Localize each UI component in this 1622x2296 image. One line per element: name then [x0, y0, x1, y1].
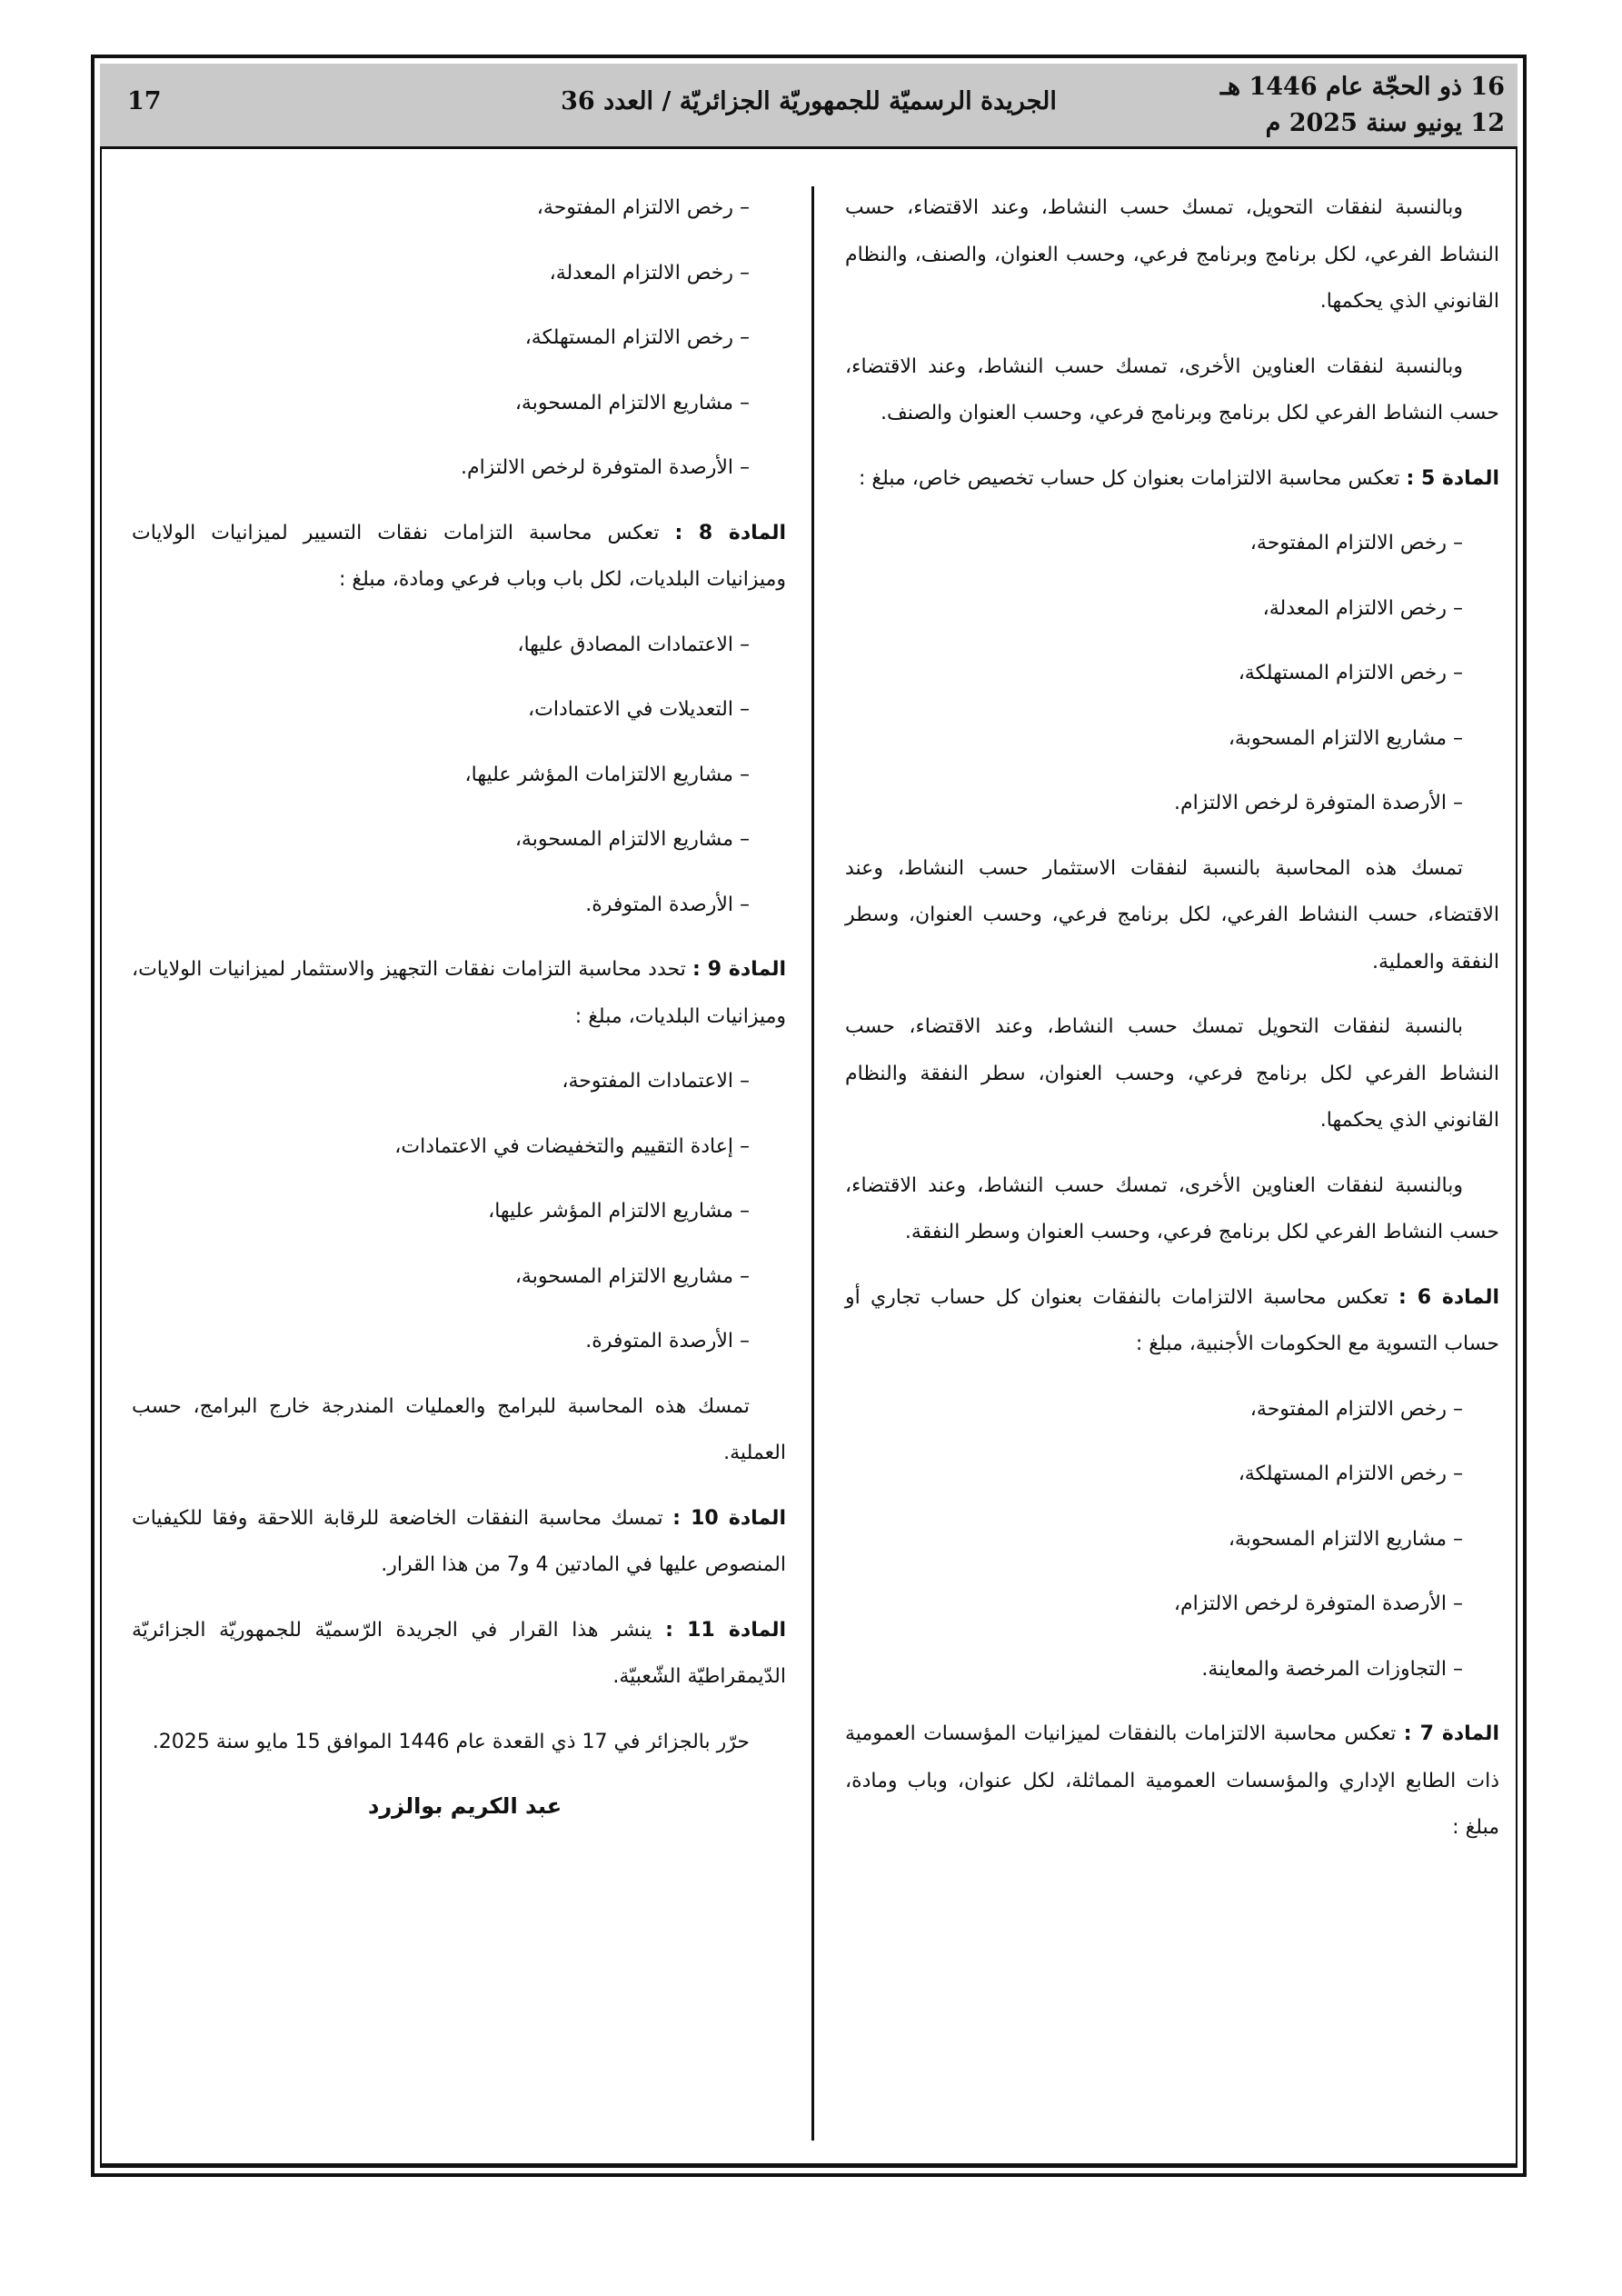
- list-item: – مشاريع الالتزام المسحوبة،: [514, 828, 750, 851]
- article-8-label: المادة 8 :: [674, 521, 786, 544]
- article-8-text: تعكس محاسبة التزامات نفقات التسيير لميزانيات الولايات وميزانيات البلديات، لكل باب وباب فرعي ومادة، مبلغ :: [132, 521, 786, 591]
- paragraph-transfer-line: بالنسبة لنفقات التحويل تمسك حسب النشاط، وعند الاقتضاء، حسب النشاط الفرعي لكل برنامج فرعي، وحسب العنوان، سطر النفقة والنظام القانوني الذي يحكمها.: [845, 1015, 1499, 1132]
- article-5-label: المادة 5 :: [1406, 466, 1499, 490]
- article-7-text: تعكس محاسبة الالتزامات بالنفقات لميزانيات المؤسسات العمومية ذات الطابع الإداري والمؤسسات العمومية المماثلة، لكل عنوان، وباب ومادة، مبلغ :: [845, 1722, 1499, 1839]
- header-date-gregorian: 12 يونيو سنة 2025 م: [1265, 109, 1505, 137]
- signature-name: عبد الكريم بوالزرد: [368, 1793, 562, 1819]
- article-6-list: [845, 1386, 1499, 1693]
- paragraph-other-titles: وبالنسبة لنفقات العناوين الأخرى، تمسك حسب النشاط، وعند الاقتضاء، حسب النشاط الفرعي لكل برنامج وبرنامج فرعي، وحسب العنوان والصنف.: [845, 354, 1499, 424]
- list-item: – مشاريع الالتزامات المؤشر عليها،: [464, 763, 750, 786]
- closing-date: حرّر بالجزائر في 17 ذي القعدة عام 1446 الموافق 15 مايو سنة 2025.: [152, 1730, 750, 1753]
- page-header: [100, 64, 1518, 149]
- list-item: – رخص الالتزام المفتوحة،: [1249, 532, 1463, 554]
- left-column: [132, 185, 786, 1831]
- list-item: – الأرصدة المتوفرة لرخص الالتزام،: [1173, 1592, 1463, 1615]
- right-column: [845, 185, 1499, 1870]
- paragraph-transfer-expenses: وبالنسبة لنفقات التحويل، تمسك حسب النشاط، وعند الاقتضاء، حسب النشاط الفرعي، لكل برنامج وبرنامج فرعي، وحسب العنوان، والصنف، والنظام القانوني الذي يحكمها.: [845, 196, 1499, 313]
- bottom-rule: [102, 2163, 1516, 2166]
- article-10: [132, 1495, 786, 1589]
- article-5-list: [845, 520, 1499, 827]
- article-9-list: [132, 1058, 786, 1365]
- list-item: – الاعتمادات المفتوحة،: [562, 1070, 750, 1093]
- article-6-text: تعكس محاسبة الالتزامات بالنفقات بعنوان كل حساب تجاري أو حساب التسوية مع الحكومات الأجنبية، مبلغ :: [845, 1285, 1499, 1355]
- list-item: – الأرصدة المتوفرة.: [585, 1330, 750, 1353]
- article-6: [845, 1274, 1499, 1368]
- list-item: – الاعتمادات المصادق عليها،: [517, 633, 750, 656]
- article-5-text: تعكس محاسبة الالتزامات بعنوان كل حساب تخصيص خاص، مبلغ :: [858, 466, 1407, 490]
- list-item: – مشاريع الالتزام المسحوبة،: [1228, 1527, 1463, 1551]
- list-item: – التعديلات في الاعتمادات،: [528, 698, 750, 721]
- column-divider: [811, 186, 814, 2141]
- list-item: – رخص الالتزام المفتوحة،: [1249, 1397, 1463, 1421]
- list-item: – مشاريع الالتزام المؤشر عليها،: [488, 1200, 750, 1223]
- article-9: [132, 946, 786, 1040]
- article-9-label: المادة 9 :: [692, 958, 786, 981]
- article-9-text: تحدد محاسبة التزامات نفقات التجهيز والاستثمار لميزانيات الولايات، وميزانيات البلديات، مبلغ :: [132, 958, 786, 1028]
- list-item: – مشاريع الالتزام المسحوبة،: [514, 391, 750, 414]
- list-item: – إعادة التقييم والتخفيضات في الاعتمادات،: [394, 1134, 750, 1158]
- list-item: – الأرصدة المتوفرة لرخص الالتزام.: [461, 456, 750, 479]
- list-item: – الأرصدة المتوفرة.: [585, 893, 750, 916]
- article-6-label: المادة 6 :: [1398, 1285, 1499, 1309]
- header-date-hijri: 16 ذو الحجّة عام 1446 هـ: [1219, 73, 1505, 101]
- list-item: – رخص الالتزام المفتوحة،: [536, 196, 750, 219]
- article-11-text: ينشر هذا القرار في الجريدة الرّسميّة للجمهوريّة الجزائريّة الدّيمقراطيّة الشّعبيّة.: [132, 1618, 786, 1688]
- article-10-label: المادة 10 :: [672, 1506, 786, 1530]
- list-item: – مشاريع الالتزام المسحوبة،: [514, 1264, 750, 1288]
- header-dates: [1220, 69, 1505, 142]
- article-10-text: تمسك محاسبة النفقات الخاضعة للرقابة اللاحقة وفقا للكيفيات المنصوص عليها في المادتين 4 و7 من هذا القرار.: [132, 1506, 786, 1576]
- list-item: – رخص الالتزام المعدلة،: [549, 261, 750, 285]
- list-item: – مشاريع الالتزام المسحوبة،: [1228, 726, 1463, 750]
- article-7-label: المادة 7 :: [1403, 1722, 1499, 1745]
- paragraph-investment: تمسك هذه المحاسبة بالنسبة لنفقات الاستثمار حسب النشاط، وعند الاقتضاء، حسب النشاط الفرعي، لكل برنامج فرعي، وحسب العنوان، وسطر النفقة والعملية.: [845, 856, 1499, 973]
- header-page-number: 17: [127, 87, 162, 115]
- article-5: [845, 455, 1499, 503]
- paragraph-programs: تمسك هذه المحاسبة للبرامج والعمليات المندرجة خارج البرامج، حسب العملية.: [132, 1394, 786, 1464]
- article-7: [845, 1711, 1499, 1852]
- list-item: – التجاوزات المرخصة والمعاينة.: [1201, 1657, 1463, 1681]
- list-item: – رخص الالتزام المعدلة،: [1262, 596, 1463, 620]
- list-item: – رخص الالتزام المستهلكة،: [1238, 662, 1463, 684]
- article-8-list: [132, 622, 786, 929]
- article-8: [132, 510, 786, 604]
- list-item: – الأرصدة المتوفرة لرخص الالتزام.: [1174, 792, 1463, 814]
- paragraph-other-titles-line: وبالنسبة لنفقات العناوين الأخرى، تمسك حسب النشاط، وعند الاقتضاء، حسب النشاط الفرعي لكل برنامج فرعي، وحسب العنوان وسطر النفقة.: [845, 1173, 1499, 1243]
- list-item: – رخص الالتزام المستهلكة،: [1238, 1462, 1463, 1485]
- article-11: [132, 1607, 786, 1701]
- article-7-list: [132, 185, 786, 492]
- list-item: – رخص الالتزام المستهلكة،: [524, 326, 750, 349]
- article-11-label: المادة 11 :: [665, 1618, 787, 1642]
- header-title: الجريدة الرسميّة للجمهوريّة الجزائريّة / العدد 36: [561, 87, 1057, 115]
